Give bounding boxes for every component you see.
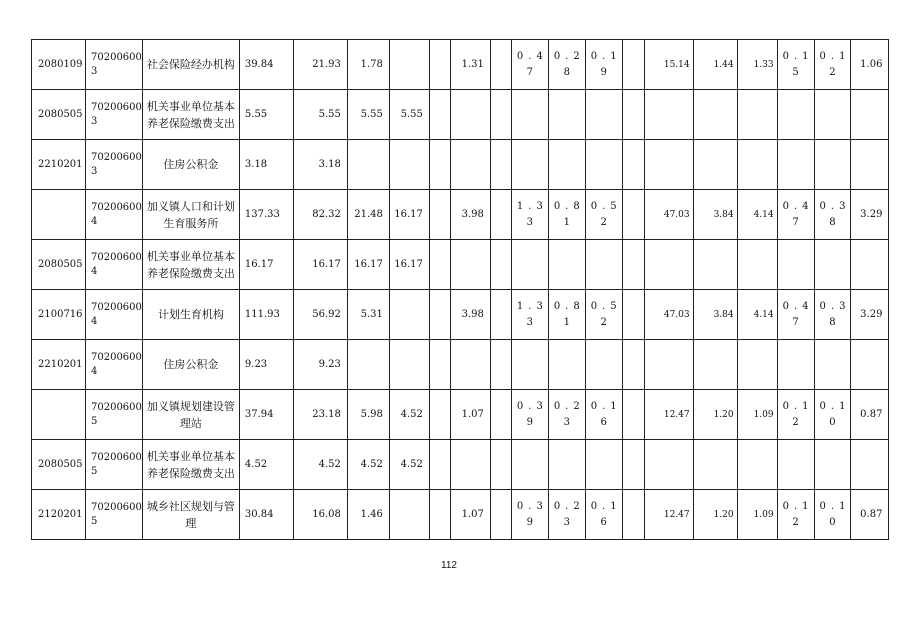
table-cell-value: 30.84 [239, 490, 293, 540]
table-cell-value [511, 290, 548, 340]
table-cell-value: 5.31 [347, 290, 389, 340]
table-cell-project-name: 住房公积金 [142, 340, 239, 390]
table-cell-value [511, 490, 548, 540]
table-cell-value [548, 390, 585, 440]
table-cell-value: 16.17 [239, 240, 293, 290]
table-cell-value [511, 390, 548, 440]
table-cell-value: 9.23 [239, 340, 293, 390]
table-cell-project-name: 加义镇人口和计划生育服务所 [142, 190, 239, 240]
cell-line: 9 [526, 516, 539, 528]
table-cell-value [777, 140, 814, 190]
cell-line: 0.8 [553, 300, 585, 312]
table-row [32, 390, 889, 440]
table-cell-value: 3.18 [293, 140, 347, 190]
table-cell-value [622, 40, 644, 90]
cell-line: 7 [526, 66, 539, 78]
cell-line: 0.1 [782, 500, 814, 512]
cell-line: 5 [91, 415, 98, 427]
table-cell-value: 21.48 [347, 190, 389, 240]
table-row [32, 40, 889, 90]
table-cell-value [585, 140, 622, 190]
table-body [32, 40, 889, 540]
table-cell-subject-code: 2080505 [32, 440, 86, 490]
table-cell-value [585, 390, 622, 440]
table-cell-value [490, 240, 511, 290]
cell-line: 9 [526, 416, 539, 428]
table-cell-value: 16.17 [293, 240, 347, 290]
table-cell-value [511, 40, 548, 90]
table-cell-value [389, 140, 429, 190]
table-cell-value [693, 240, 737, 290]
table-cell-value [585, 340, 622, 390]
cell-line: 2 [600, 316, 612, 328]
cell-line: 70200600 [91, 201, 142, 213]
table-cell-value [585, 40, 622, 90]
cell-line: 0.1 [819, 400, 851, 412]
table-cell-value: 3.84 [693, 190, 737, 240]
table-cell-subject-code: 2120201 [32, 490, 86, 540]
table-cell-value [737, 240, 777, 290]
table-cell-value [389, 290, 429, 340]
cell-line: 0.1 [590, 400, 622, 412]
table-cell-value: 4.14 [737, 290, 777, 340]
cell-line: 3 [563, 416, 575, 428]
table-cell-value: 5.55 [239, 90, 293, 140]
table-cell-value [548, 290, 585, 340]
table-cell-value: 15.14 [644, 40, 693, 90]
cell-line: 0.4 [782, 200, 814, 212]
table-cell-value [851, 240, 889, 290]
table-cell-value [511, 90, 548, 140]
table-cell-value: 5.98 [347, 390, 389, 440]
table-cell-value [429, 290, 450, 340]
cell-line: 0.3 [516, 400, 548, 412]
table-cell-project-name: 住房公积金 [142, 140, 239, 190]
table-cell-value [622, 140, 644, 190]
table-cell-value: 1.33 [737, 40, 777, 90]
cell-line: 0.1 [590, 500, 622, 512]
table-cell-value: 23.18 [293, 390, 347, 440]
table-cell-value [777, 440, 814, 490]
table-cell-value: 1.31 [450, 40, 490, 90]
table-cell-value [490, 90, 511, 140]
table-cell-value [777, 190, 814, 240]
table-cell-value [693, 440, 737, 490]
table-cell-value: 21.93 [293, 40, 347, 90]
table-cell-value [450, 340, 490, 390]
table-cell-value [644, 440, 693, 490]
table-cell-value [777, 340, 814, 390]
table-cell-value: 3.84 [693, 290, 737, 340]
cell-line: 0.4 [516, 50, 548, 62]
table-cell-value [814, 240, 851, 290]
table-cell-value [585, 90, 622, 140]
cell-line: 8 [563, 66, 575, 78]
cell-line: 0.8 [553, 200, 585, 212]
cell-line: 6 [600, 516, 612, 528]
table-cell-value: 16.08 [293, 490, 347, 540]
table-cell-unit-code [86, 290, 143, 340]
table-cell-value [622, 490, 644, 540]
table-row [32, 90, 889, 140]
table-cell-value [851, 90, 889, 140]
table-cell-value [490, 390, 511, 440]
table-cell-unit-code [86, 40, 143, 90]
table-cell-subject-code: 2210201 [32, 340, 86, 390]
table-cell-value: 82.32 [293, 190, 347, 240]
table-cell-value: 5.55 [293, 90, 347, 140]
cell-line: 0.3 [819, 300, 851, 312]
table-cell-unit-code [86, 190, 143, 240]
table-cell-value: 1.06 [851, 40, 889, 90]
table-cell-subject-code: 2080505 [32, 90, 86, 140]
cell-line: 70200600 [91, 501, 142, 513]
table-cell-value [548, 90, 585, 140]
table-cell-value [389, 340, 429, 390]
table-cell-value: 4.52 [347, 440, 389, 490]
table-cell-unit-code [86, 490, 143, 540]
table-cell-value: 1.09 [737, 390, 777, 440]
table-cell-value [490, 140, 511, 190]
budget-table [31, 39, 889, 540]
table-cell-value: 0.87 [851, 490, 889, 540]
table-cell-value [511, 240, 548, 290]
table-row [32, 490, 889, 540]
cell-line: 1.3 [516, 300, 548, 312]
table-cell-project-name: 计划生育机构 [142, 290, 239, 340]
table-cell-value [548, 240, 585, 290]
table-cell-value [450, 90, 490, 140]
cell-line: 5 [91, 515, 98, 527]
table-cell-value: 12.47 [644, 390, 693, 440]
cell-line: 0.1 [590, 50, 622, 62]
table-cell-value: 47.03 [644, 190, 693, 240]
cell-line: 70200600 [91, 351, 142, 363]
table-cell-value [490, 290, 511, 340]
table-cell-project-name: 机关事业单位基本养老保险缴费支出 [142, 240, 239, 290]
cell-line: 70200600 [91, 51, 142, 63]
table-cell-value [737, 440, 777, 490]
cell-line: 3 [563, 516, 575, 528]
table-cell-value: 3.29 [851, 190, 889, 240]
cell-line: 4 [91, 365, 98, 377]
table-cell-project-name: 城乡社区规划与管理 [142, 490, 239, 540]
table-cell-value [693, 140, 737, 190]
table-cell-value [622, 340, 644, 390]
table-cell-value [429, 140, 450, 190]
table-cell-value [851, 340, 889, 390]
table-cell-value [814, 490, 851, 540]
table-cell-value [622, 390, 644, 440]
table-cell-value [548, 40, 585, 90]
table-cell-value [429, 190, 450, 240]
table-cell-value [389, 40, 429, 90]
table-cell-value [585, 240, 622, 290]
table-cell-value: 3.18 [239, 140, 293, 190]
table-cell-value: 1.07 [450, 490, 490, 540]
table-cell-value: 1.78 [347, 40, 389, 90]
cell-line: 0.3 [819, 200, 851, 212]
table-cell-value: 3.98 [450, 290, 490, 340]
table-cell-value: 1.46 [347, 490, 389, 540]
cell-line: 9 [600, 66, 612, 78]
table-cell-value [490, 490, 511, 540]
table-cell-value: 0.87 [851, 390, 889, 440]
table-cell-subject-code: 2080109 [32, 40, 86, 90]
table-cell-value: 16.17 [389, 190, 429, 240]
table-cell-value: 4.52 [389, 440, 429, 490]
table-cell-value [693, 340, 737, 390]
table-cell-value [777, 90, 814, 140]
table-cell-value [622, 290, 644, 340]
cell-line: 0.4 [782, 300, 814, 312]
table-cell-value [814, 340, 851, 390]
table-cell-value [644, 240, 693, 290]
table-cell-value [347, 140, 389, 190]
table-cell-value: 12.47 [644, 490, 693, 540]
table-cell-value [622, 240, 644, 290]
table-cell-unit-code [86, 440, 143, 490]
cell-line: 0.1 [782, 400, 814, 412]
cell-line: 7 [792, 316, 804, 328]
table-cell-value [429, 40, 450, 90]
table-cell-value [585, 440, 622, 490]
cell-line: 3 [91, 165, 98, 177]
cell-line: 2 [792, 516, 804, 528]
table-cell-value [814, 390, 851, 440]
cell-line: 4 [91, 265, 98, 277]
table-row [32, 240, 889, 290]
cell-line: 5 [792, 66, 804, 78]
table-cell-value: 47.03 [644, 290, 693, 340]
table-cell-value: 4.52 [293, 440, 347, 490]
table-cell-value [585, 290, 622, 340]
table-cell-unit-code [86, 390, 143, 440]
table-cell-value: 1.20 [693, 390, 737, 440]
table-cell-value [644, 340, 693, 390]
table-cell-value [693, 90, 737, 140]
table-cell-value [429, 90, 450, 140]
cell-line: 0.5 [590, 200, 622, 212]
table-cell-value [777, 40, 814, 90]
cell-line: 2 [829, 66, 841, 78]
table-cell-value: 1.09 [737, 490, 777, 540]
table-cell-unit-code [86, 90, 143, 140]
cell-line: 2 [600, 216, 612, 228]
cell-line: 1 [563, 316, 575, 328]
table-cell-value: 39.84 [239, 40, 293, 90]
table-cell-value [490, 440, 511, 490]
table-cell-subject-code: 2210201 [32, 140, 86, 190]
table-cell-value: 3.29 [851, 290, 889, 340]
cell-line: 70200600 [91, 301, 142, 313]
table-cell-value [814, 290, 851, 340]
table-cell-value [548, 440, 585, 490]
cell-line: 0.3 [516, 500, 548, 512]
table-cell-value [737, 90, 777, 140]
table-cell-value [622, 90, 644, 140]
table-cell-subject-code: 2080505 [32, 240, 86, 290]
table-cell-value: 111.93 [239, 290, 293, 340]
cell-line: 4 [91, 215, 98, 227]
table-cell-value [622, 440, 644, 490]
table-cell-value [777, 390, 814, 440]
table-row [32, 440, 889, 490]
table-cell-value [490, 340, 511, 390]
table-cell-value [814, 440, 851, 490]
table-cell-value: 4.14 [737, 190, 777, 240]
table-cell-value [429, 440, 450, 490]
table-cell-value: 56.92 [293, 290, 347, 340]
table-cell-value [347, 340, 389, 390]
table-cell-value [814, 190, 851, 240]
table-cell-unit-code [86, 240, 143, 290]
table-cell-value [450, 440, 490, 490]
table-cell-value [814, 140, 851, 190]
table-cell-value [777, 240, 814, 290]
table-cell-value [585, 190, 622, 240]
table-cell-value: 4.52 [239, 440, 293, 490]
table-cell-unit-code [86, 140, 143, 190]
page-number: 112 [441, 560, 457, 571]
table-cell-subject-code: 2100716 [32, 290, 86, 340]
cell-line: 0 [829, 516, 841, 528]
cell-line: 0 [829, 416, 841, 428]
cell-line: 1.3 [516, 200, 548, 212]
cell-line: 70200600 [91, 101, 142, 113]
cell-line: 3 [526, 216, 539, 228]
cell-line: 5 [91, 465, 98, 477]
table-cell-value [511, 190, 548, 240]
cell-line: 0.1 [819, 500, 851, 512]
table-cell-value [622, 190, 644, 240]
table-cell-value [548, 490, 585, 540]
cell-line: 70200600 [91, 451, 142, 463]
cell-line: 0.2 [553, 400, 585, 412]
table-cell-value [814, 40, 851, 90]
table-cell-value [429, 390, 450, 440]
cell-line: 0.5 [590, 300, 622, 312]
table-cell-value [548, 340, 585, 390]
table-cell-value: 1.44 [693, 40, 737, 90]
table-cell-subject-code [32, 190, 86, 240]
cell-line: 70200600 [91, 251, 142, 263]
cell-line: 70200600 [91, 401, 142, 413]
table-cell-value [644, 140, 693, 190]
table-cell-value [511, 440, 548, 490]
cell-line: 0.1 [819, 50, 851, 62]
table-cell-value [851, 140, 889, 190]
table-row [32, 340, 889, 390]
table-cell-value [490, 40, 511, 90]
cell-line: 8 [829, 316, 841, 328]
table-cell-project-name: 加义镇规划建设管理站 [142, 390, 239, 440]
table-cell-value: 3.98 [450, 190, 490, 240]
table-cell-value [548, 140, 585, 190]
table-cell-value [644, 90, 693, 140]
table-cell-value [511, 340, 548, 390]
table-row [32, 190, 889, 240]
table-cell-value: 1.07 [450, 390, 490, 440]
table-cell-value: 5.55 [389, 90, 429, 140]
table-cell-value: 137.33 [239, 190, 293, 240]
table-cell-value [851, 440, 889, 490]
table-cell-value [777, 290, 814, 340]
table-cell-subject-code [32, 390, 86, 440]
cell-line: 70200600 [91, 151, 142, 163]
cell-line: 4 [91, 315, 98, 327]
table-cell-value [511, 140, 548, 190]
cell-line: 0.2 [553, 50, 585, 62]
table-cell-unit-code [86, 340, 143, 390]
table-cell-value: 1.20 [693, 490, 737, 540]
cell-line: 0.1 [782, 50, 814, 62]
table-cell-value: 9.23 [293, 340, 347, 390]
table-cell-value [777, 490, 814, 540]
table-cell-project-name: 机关事业单位基本养老保险缴费支出 [142, 440, 239, 490]
table-cell-value [814, 90, 851, 140]
cell-line: 3 [91, 65, 98, 77]
table-cell-value: 4.52 [389, 390, 429, 440]
table-cell-value: 37.94 [239, 390, 293, 440]
cell-line: 3 [91, 115, 98, 127]
cell-line: 0.2 [553, 500, 585, 512]
cell-line: 6 [600, 416, 612, 428]
table-cell-value [737, 140, 777, 190]
table-cell-project-name: 社会保险经办机构 [142, 40, 239, 90]
table-cell-value [450, 240, 490, 290]
table-cell-value: 16.17 [347, 240, 389, 290]
cell-line: 3 [526, 316, 539, 328]
table-cell-value [429, 240, 450, 290]
table-cell-value [450, 140, 490, 190]
table-cell-value [548, 190, 585, 240]
table-cell-value [737, 340, 777, 390]
table-cell-value [585, 490, 622, 540]
table-cell-value [429, 490, 450, 540]
cell-line: 7 [792, 216, 804, 228]
table-cell-project-name: 机关事业单位基本养老保险缴费支出 [142, 90, 239, 140]
cell-line: 8 [829, 216, 841, 228]
table-row [32, 290, 889, 340]
table-cell-value [429, 340, 450, 390]
table-cell-value: 16.17 [389, 240, 429, 290]
table-row [32, 140, 889, 190]
cell-line: 1 [563, 216, 575, 228]
table-cell-value: 5.55 [347, 90, 389, 140]
table-cell-value [490, 190, 511, 240]
cell-line: 2 [792, 416, 804, 428]
table-cell-value [389, 490, 429, 540]
